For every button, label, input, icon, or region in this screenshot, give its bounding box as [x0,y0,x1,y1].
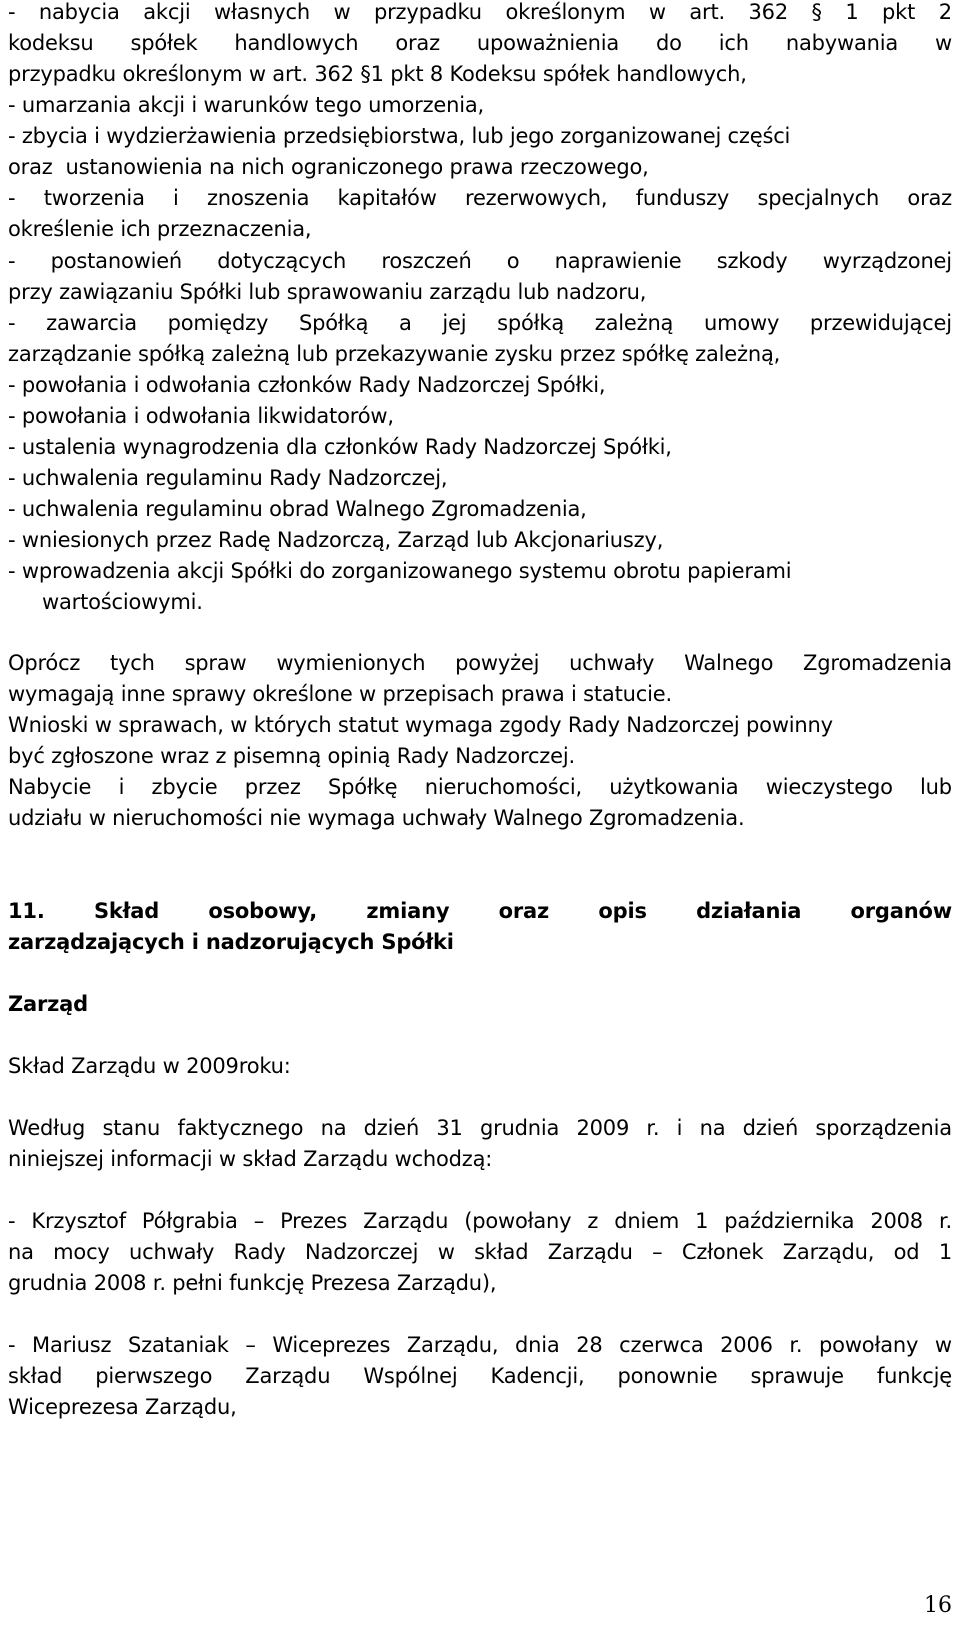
text-line: - Mariusz Szataniak – Wiceprezes Zarządu, dnia 28 czerwca 2006 r. powołany w [8,1333,952,1357]
text-line: Według stanu faktycznego na dzień 31 grudnia 2009 r. i na dzień sporządzenia [8,1116,952,1140]
text-line: określenie ich przeznaczenia, [8,217,312,241]
text-line: udziału w nieruchomości nie wymaga uchwały Walnego Zgromadzenia. [8,806,745,830]
list-item: - wniesionych przez Radę Nadzorczą, Zarząd lub Akcjonariuszy, [8,528,664,552]
text-line: - postanowień dotyczących roszczeń o naprawienie szkody wyrządzonej [8,249,952,273]
list-item: - uchwalenia regulaminu obrad Walnego Zgromadzenia, [8,497,587,521]
list-item: - powołania i odwołania członków Rady Nadzorczej Spółki, [8,373,606,397]
text-line: - wprowadzenia akcji Spółki do zorganizowanego systemu obrotu papierami [8,559,792,583]
text-line: Oprócz tych spraw wymienionych powyżej uchwały Walnego Zgromadzenia [8,651,952,675]
page-number: 16 [924,1593,952,1618]
text-line: - nabycia akcji własnych w przypadku określonym w art. 362 § 1 pkt 2 [8,0,952,24]
text-line: - zbycia i wydzierżawienia przedsiębiorstwa, lub jego zorganizowanej części [8,124,791,148]
text-line: niniejszej informacji w skład Zarządu wchodzą: [8,1147,493,1171]
text-line: być zgłoszone wraz z pisemną opinią Rady Nadzorczej. [8,744,575,768]
text-line: oraz ustanowienia na nich ograniczonego prawa rzeczowego, [8,155,649,179]
list-item: - uchwalenia regulaminu Rady Nadzorczej, [8,466,448,490]
text-line: grudnia 2008 r. pełni funkcję Prezesa Zarządu), [8,1271,497,1295]
list-item: - umarzania akcji i warunków tego umorzenia, [8,93,485,117]
text-line: 11. Skład osobowy, zmiany oraz opis działania organów [8,899,952,923]
text-line: Nabycie i zbycie przez Spółkę nieruchomości, użytkowania wieczystego lub [8,775,952,799]
text-line: kodeksu spółek handlowych oraz upoważnienia do ich nabywania w [8,31,952,55]
text-line: - tworzenia i znoszenia kapitałów rezerwowych, funduszy specjalnych oraz [8,186,952,210]
text-line: zarządzających i nadzorujących Spółki [8,930,454,954]
text-line: przy zawiązaniu Spółki lub sprawowaniu zarządu lub nadzoru, [8,280,647,304]
list-item: - powołania i odwołania likwidatorów, [8,404,394,428]
composition-label: Skład Zarządu w 2009roku: [8,1054,291,1078]
text-line: skład pierwszego Zarządu Wspólnej Kadencji, ponownie sprawuje funkcję [8,1364,952,1388]
text-line: Wnioski w sprawach, w których statut wymaga zgody Rady Nadzorczej powinny [8,713,833,737]
text-line: na mocy uchwały Rady Nadzorczej w skład Zarządu – Członek Zarządu, od 1 [8,1240,952,1264]
text-line: zarządzanie spółką zależną lub przekazywanie zysku przez spółkę zależną, [8,342,781,366]
text-line: - Krzysztof Półgrabia – Prezes Zarządu (powołany z dniem 1 października 2008 r. [8,1209,952,1233]
text-line: wartościowymi. [42,590,203,614]
text-line: wymagają inne sprawy określone w przepisach prawa i statucie. [8,682,672,706]
text-line: - zawarcia pomiędzy Spółką a jej spółką zależną umowy przewidującej [8,311,952,335]
list-item: - ustalenia wynagrodzenia dla członków Rady Nadzorczej Spółki, [8,435,672,459]
text-line: Wiceprezesa Zarządu, [8,1395,237,1419]
subheading: Zarząd [8,992,88,1016]
text-line: przypadku określonym w art. 362 §1 pkt 8 Kodeksu spółek handlowych, [8,62,747,86]
